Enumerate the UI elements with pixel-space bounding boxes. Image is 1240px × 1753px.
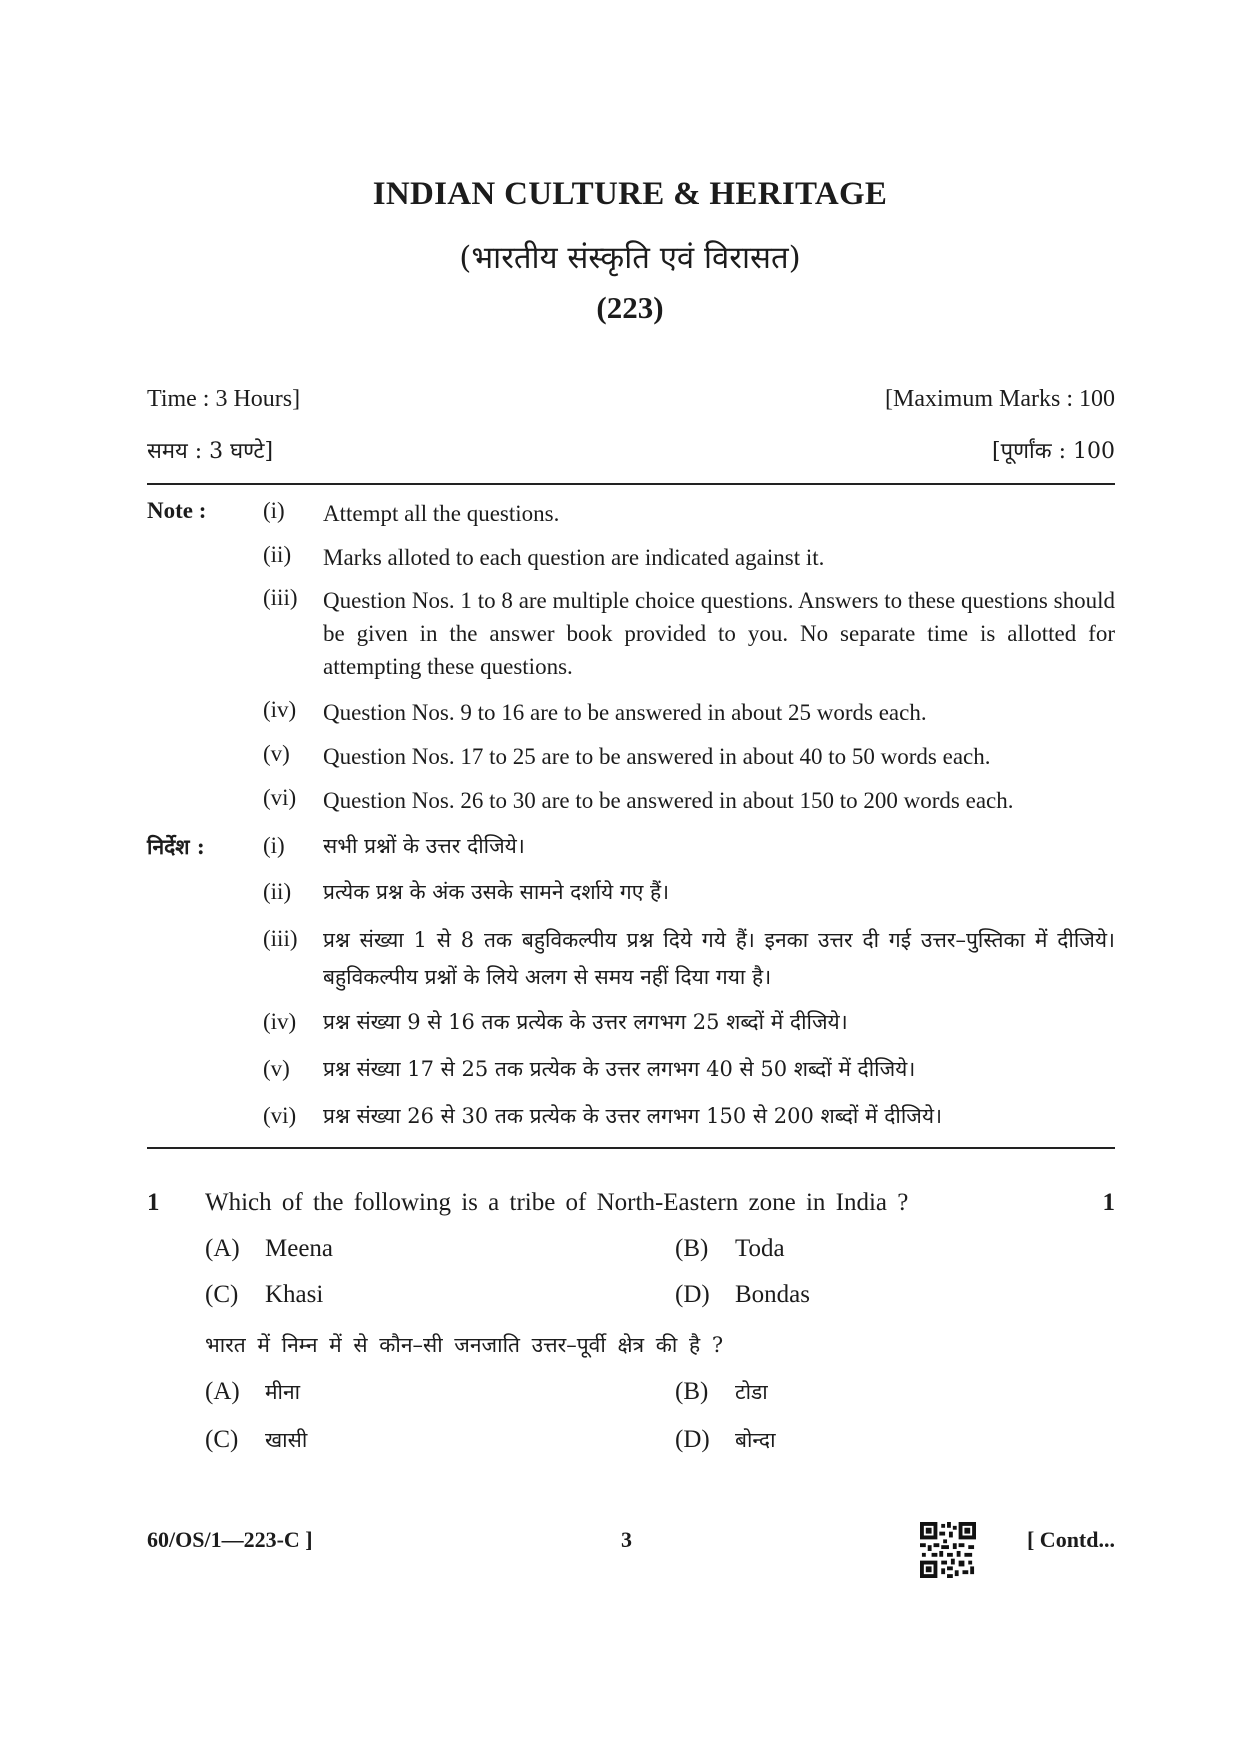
- note-num: (v): [263, 1056, 290, 1081]
- time-hi: समय : 3 घण्टे]: [147, 439, 274, 464]
- option-c: (C) Khasi: [205, 1281, 324, 1308]
- max-marks-hi: [पूर्णांक : 100: [992, 439, 1115, 464]
- note-text-hindi: सभी प्रश्नों के उत्तर दीजिये।: [323, 834, 525, 858]
- note-text-hindi: प्रश्न संख्या 17 से 25 तक प्रत्येक के उत्तर लगभग 40 से 50 शब्दों में दीजिये।: [323, 1057, 916, 1081]
- note-text: Question Nos. 17 to 25 are to be answered in about 40 to 50 words each.: [323, 744, 991, 769]
- option-b: (B) Toda: [675, 1235, 785, 1262]
- option-a-hindi: (A) मीना: [205, 1378, 301, 1405]
- note-num: (v): [263, 741, 290, 766]
- note-num: (i): [263, 833, 285, 858]
- note-label: Note :: [147, 498, 207, 523]
- note-num: (iii): [263, 585, 298, 610]
- page-number: 3: [621, 1527, 632, 1552]
- paper-code: 60/OS/1—223-C ]: [147, 1527, 313, 1552]
- option-a: (A) Meena: [205, 1235, 334, 1262]
- note-text-hindi: प्रश्न संख्या 1 से 8 तक बहुविकल्पीय प्रश्न दिये गये हैं। इनका उत्तर दी गई उत्तर–पुस्तिका में दीजिये। बहुविकल्पीय प्रश्नों के लिये अलग से समय नहीं दिया गया है।: [323, 928, 1115, 989]
- option-c-hindi: (C) खासी: [205, 1426, 308, 1453]
- subject-code: (223): [596, 290, 664, 325]
- divider-bottom: [147, 1147, 1115, 1149]
- paper-title-hindi: (भारतीय संस्कृति एवं विरासत): [459, 240, 801, 276]
- note-num: (ii): [263, 542, 292, 567]
- option-d: (D) Bondas: [675, 1281, 810, 1308]
- note-num: (ii): [263, 879, 292, 904]
- continued-label: [ Contd...: [1026, 1527, 1115, 1552]
- note-text-hindi: प्रश्न संख्या 9 से 16 तक प्रत्येक के उत्तर लगभग 25 शब्दों में दीजिये।: [323, 1010, 848, 1034]
- note-text-hindi: प्रत्येक प्रश्न के अंक उसके सामने दर्शाये गए हैं।: [323, 880, 670, 904]
- note-num: (vi): [263, 785, 297, 810]
- question-marks: 1: [1102, 1189, 1115, 1216]
- max-marks-en: [Maximum Marks : 100: [885, 386, 1115, 412]
- option-b-hindi: (B) टोडा: [675, 1378, 768, 1405]
- time-en: Time : 3 Hours]: [147, 386, 301, 412]
- note-num: (iv): [263, 697, 297, 722]
- note-label-hindi: निर्देश :: [147, 834, 205, 859]
- note-text: Question Nos. 9 to 16 are to be answered in about 25 words each.: [323, 700, 927, 725]
- qr-code-icon: [920, 1522, 976, 1578]
- note-text: Marks alloted to each question are indicated against it.: [323, 545, 825, 570]
- paper-title: INDIAN CULTURE & HERITAGE: [372, 176, 888, 212]
- note-num: (vi): [263, 1103, 297, 1128]
- note-text: Attempt all the questions.: [323, 501, 560, 526]
- question-text-hindi: भारत में निम्न में से कौन–सी जनजाति उत्तर–पूर्वी क्षेत्र की है ?: [205, 1333, 724, 1357]
- note-text: Question Nos. 26 to 30 are to be answered in about 150 to 200 words each.: [323, 788, 1014, 813]
- note-text: Question Nos. 1 to 8 are multiple choice questions. Answers to these questions should be given in the answer book provided to you. No separate time is allotted for attempting these questions.: [323, 588, 1115, 679]
- question-text: Which of the following is a tribe of North-Eastern zone in India ?: [205, 1189, 909, 1216]
- note-num: (iii): [263, 926, 298, 951]
- note-num: (iv): [263, 1009, 297, 1034]
- note-num: (i): [263, 498, 285, 523]
- question-number: 1: [147, 1189, 160, 1216]
- divider-top: [147, 483, 1115, 485]
- option-d-hindi: (D) बोन्दा: [675, 1426, 776, 1453]
- note-text-hindi: प्रश्न संख्या 26 से 30 तक प्रत्येक के उत्तर लगभग 150 से 200 शब्दों में दीजिये।: [323, 1104, 943, 1128]
